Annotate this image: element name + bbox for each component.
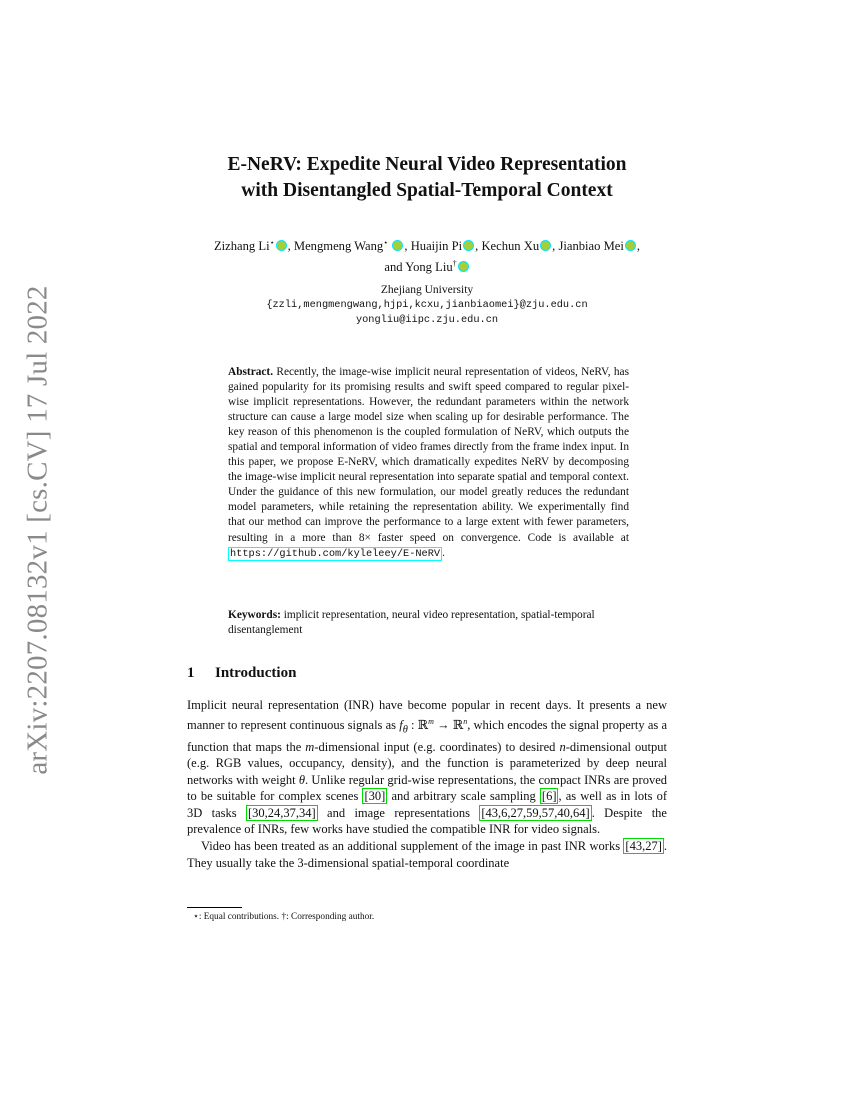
author-name: Yong Liu bbox=[405, 260, 453, 275]
section-number: 1 bbox=[187, 665, 195, 681]
math-var: m bbox=[305, 739, 315, 754]
affiliation bbox=[140, 283, 714, 328]
math-f: f bbox=[399, 717, 403, 732]
orcid-icon[interactable] bbox=[540, 240, 551, 251]
text-run: , which encodes the signal property as a function that maps the bbox=[187, 717, 667, 754]
code-link[interactable]: https://github.com/kyleleey/E-NeRV bbox=[230, 547, 441, 560]
text-run: Implicit neural representation (INR) have become popular in recent days. It presents a new manner to represent continuous signals as bbox=[187, 698, 667, 732]
math-var: n bbox=[559, 739, 566, 754]
orcid-icon[interactable] bbox=[276, 240, 287, 251]
section-heading bbox=[187, 665, 296, 682]
email-corresponding[interactable]: yongliu@iipc.zju.edu.cn bbox=[355, 314, 499, 326]
institution: Zhejiang University bbox=[380, 284, 474, 296]
author-name: Kechun Xu bbox=[481, 239, 540, 254]
title-line-2: with Disentangled Spatial-Temporal Context bbox=[241, 180, 613, 201]
orcid-icon[interactable] bbox=[392, 240, 403, 251]
author-name: Jianbiao Mei bbox=[558, 239, 624, 254]
footnote-rule bbox=[187, 907, 242, 908]
author-name: Zizhang Li bbox=[213, 239, 270, 254]
text-run: → ℝ bbox=[433, 717, 464, 732]
paragraph bbox=[187, 838, 667, 871]
text-run: : ℝ bbox=[407, 717, 429, 732]
citation-link[interactable]: [43,6,27,59,57,40,64] bbox=[481, 805, 590, 820]
text-run: . Unlike regular grid-wise representations, the compact INRs are proved to be suitable for complex scenes bbox=[187, 772, 667, 804]
text-run: , as well as in lots of 3D tasks bbox=[187, 789, 667, 820]
author-line-2: and Yong Liu† bbox=[140, 255, 714, 276]
text-run: -dimensional input (e.g. coordinates) to desired bbox=[314, 739, 560, 754]
text-run: . Despite the prevalence of INRs, few works have studied the compatible INR for video signals. bbox=[187, 805, 667, 837]
orcid-icon[interactable] bbox=[458, 261, 469, 272]
paper-title bbox=[140, 152, 714, 204]
text-run: . They usually take the 3-dimensional spatial-temporal coordinate bbox=[187, 839, 667, 870]
text-run: and arbitrary scale sampling bbox=[387, 789, 540, 804]
text-run: and image representations bbox=[317, 805, 480, 820]
keywords-label: Keywords: bbox=[228, 609, 281, 621]
abstract-text: Recently, the image-wise implicit neural representation of videos, NeRV, has gained popularity for its promising results and swift speed compared to regular pixel-wise implicit representations. However, the redundant parameters within the network structure can cause a large model size when scaling up for desirable performance. The key reason of this phenomenon is the coupled formulation of NeRV, which outputs the spatial and temporal information of video frames directly from the frame index input. In this paper, we propose E-NeRV, which dramatically expedites NeRV by decomposing the image-wise implicit neural representation into separate spatial and temporal context. Under the guidance of this new formulation, our model greatly reduces the redundant model parameters, while retaining the representation ability. We experimentally find that our method can improve the performance to a large extent with fewer parameters, resulting in a more than 8× faster speed on convergence. Code is available at bbox=[228, 366, 629, 544]
keywords-text: implicit representation, neural video representation, spatial-temporal disentanglement bbox=[228, 609, 595, 637]
author-mark: † bbox=[452, 259, 457, 269]
introduction-text bbox=[187, 697, 667, 871]
abstract-end: . bbox=[442, 546, 445, 559]
math-var: θ bbox=[298, 772, 306, 787]
math-subscript: θ bbox=[402, 724, 408, 736]
keywords bbox=[228, 608, 629, 638]
paragraph bbox=[187, 697, 667, 838]
citation-link[interactable]: [30,24,37,34] bbox=[247, 805, 316, 820]
abstract-label: Abstract. bbox=[228, 366, 274, 378]
section-title: Introduction bbox=[215, 665, 297, 681]
email-group[interactable]: {zzli,mengmengwang,hjpi,kcxu,jianbiaomei}@zju.edu.cn bbox=[266, 299, 588, 311]
citation-link[interactable]: [6] bbox=[541, 789, 557, 804]
author-mark: ⋆ bbox=[269, 238, 275, 247]
abstract-body bbox=[228, 365, 629, 562]
footnote: ⋆: Equal contributions. †: Corresponding author. bbox=[193, 912, 375, 922]
author-name: Huaijin Pi bbox=[410, 239, 463, 254]
title-line-1: E-NeRV: Expedite Neural Video Representation bbox=[227, 154, 627, 175]
author-name: Mengmeng Wang bbox=[293, 239, 384, 254]
author-mark: ⋆ bbox=[383, 238, 389, 247]
text-run: -dimensional output (e.g. RGB values, occupancy, density), and the function is parameterized by deep neural networks with weight bbox=[187, 739, 667, 787]
author-list bbox=[140, 234, 714, 276]
abstract bbox=[228, 365, 629, 562]
math-superscript: m bbox=[428, 716, 434, 726]
arxiv-identifier-stamp[interactable]: arXiv:2207.08132v1 [cs.CV] 17 Jul 2022 bbox=[21, 285, 54, 775]
orcid-icon[interactable] bbox=[463, 240, 474, 251]
text-run: Video has been treated as an additional supplement of the image in past INR works bbox=[201, 839, 624, 854]
citation-link[interactable]: [43,27] bbox=[625, 839, 662, 854]
math-superscript: n bbox=[463, 716, 468, 726]
author-line-1: Zizhang Li⋆ , Mengmeng Wang⋆ , Huaijin Pi , Kechun Xu , Jianbiao Mei , bbox=[213, 238, 641, 254]
citation-link[interactable]: [30] bbox=[364, 789, 386, 804]
orcid-icon[interactable] bbox=[625, 240, 636, 251]
